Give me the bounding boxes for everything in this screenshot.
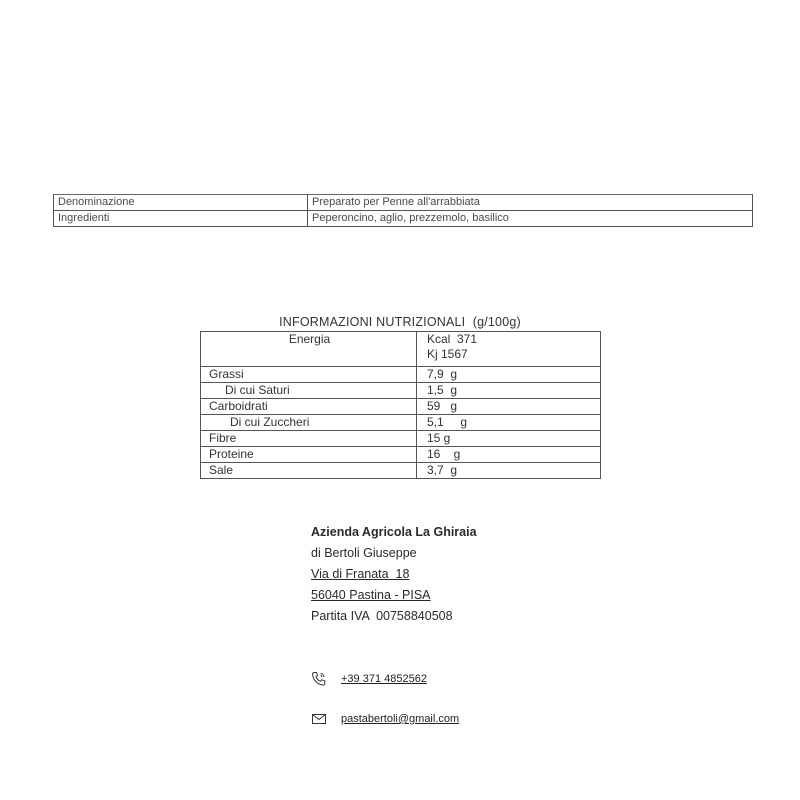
nutrition-label: Grassi bbox=[201, 367, 417, 383]
nutrition-label: Fibre bbox=[201, 431, 417, 447]
company-name: Azienda Agricola La Ghiraia bbox=[311, 525, 477, 539]
product-label: Ingredienti bbox=[54, 211, 308, 227]
phone-link[interactable]: +39 371 4852562 bbox=[341, 673, 427, 685]
table-row bbox=[201, 463, 601, 479]
nutrition-value: 59 g bbox=[417, 399, 601, 415]
nutrition-label: Proteine bbox=[201, 447, 417, 463]
company-street: Via di Franata 18 bbox=[311, 567, 410, 581]
nutrition-table bbox=[200, 331, 601, 479]
nutrition-energy-values bbox=[417, 332, 601, 367]
company-vat: Partita IVA 00758840508 bbox=[311, 609, 453, 623]
email-link[interactable]: pastabertoli@gmail.com bbox=[341, 713, 460, 725]
table-row bbox=[201, 399, 601, 415]
table-row bbox=[54, 211, 753, 227]
company-city: 56040 Pastina - PISA bbox=[311, 588, 431, 602]
envelope-icon bbox=[311, 711, 327, 727]
energy-kj: Kj 1567 bbox=[427, 347, 468, 361]
product-info-table bbox=[53, 194, 753, 227]
product-label: Denominazione bbox=[54, 195, 308, 211]
nutrition-value: 16 g bbox=[417, 447, 601, 463]
nutrition-value: 1,5 g bbox=[417, 383, 601, 399]
nutrition-value: 3,7 g bbox=[417, 463, 601, 479]
phone-icon bbox=[311, 671, 327, 687]
nutrition-value: 7,9 g bbox=[417, 367, 601, 383]
phone-contact[interactable] bbox=[311, 671, 427, 687]
nutrition-title: INFORMAZIONI NUTRIZIONALI (g/100g) bbox=[279, 315, 521, 329]
nutrition-label: Sale bbox=[201, 463, 417, 479]
company-owner: di Bertoli Giuseppe bbox=[311, 546, 417, 560]
company-info bbox=[311, 522, 477, 627]
email-contact[interactable] bbox=[311, 711, 459, 727]
table-row bbox=[54, 195, 753, 211]
energy-kcal: Kcal 371 bbox=[427, 332, 478, 346]
nutrition-value: 15 g bbox=[417, 431, 601, 447]
nutrition-label: Energia bbox=[201, 332, 417, 367]
table-row bbox=[201, 447, 601, 463]
table-row bbox=[201, 367, 601, 383]
nutrition-label: Di cui Zuccheri bbox=[201, 415, 417, 431]
nutrition-label: Di cui Saturi bbox=[201, 383, 417, 399]
table-row bbox=[201, 383, 601, 399]
product-value: Peperoncino, aglio, prezzemolo, basilico bbox=[308, 211, 753, 227]
product-value: Preparato per Penne all'arrabbiata bbox=[308, 195, 753, 211]
table-row bbox=[201, 431, 601, 447]
nutrition-value: 5,1 g bbox=[417, 415, 601, 431]
table-row bbox=[201, 332, 601, 367]
nutrition-label: Carboidrati bbox=[201, 399, 417, 415]
table-row bbox=[201, 415, 601, 431]
